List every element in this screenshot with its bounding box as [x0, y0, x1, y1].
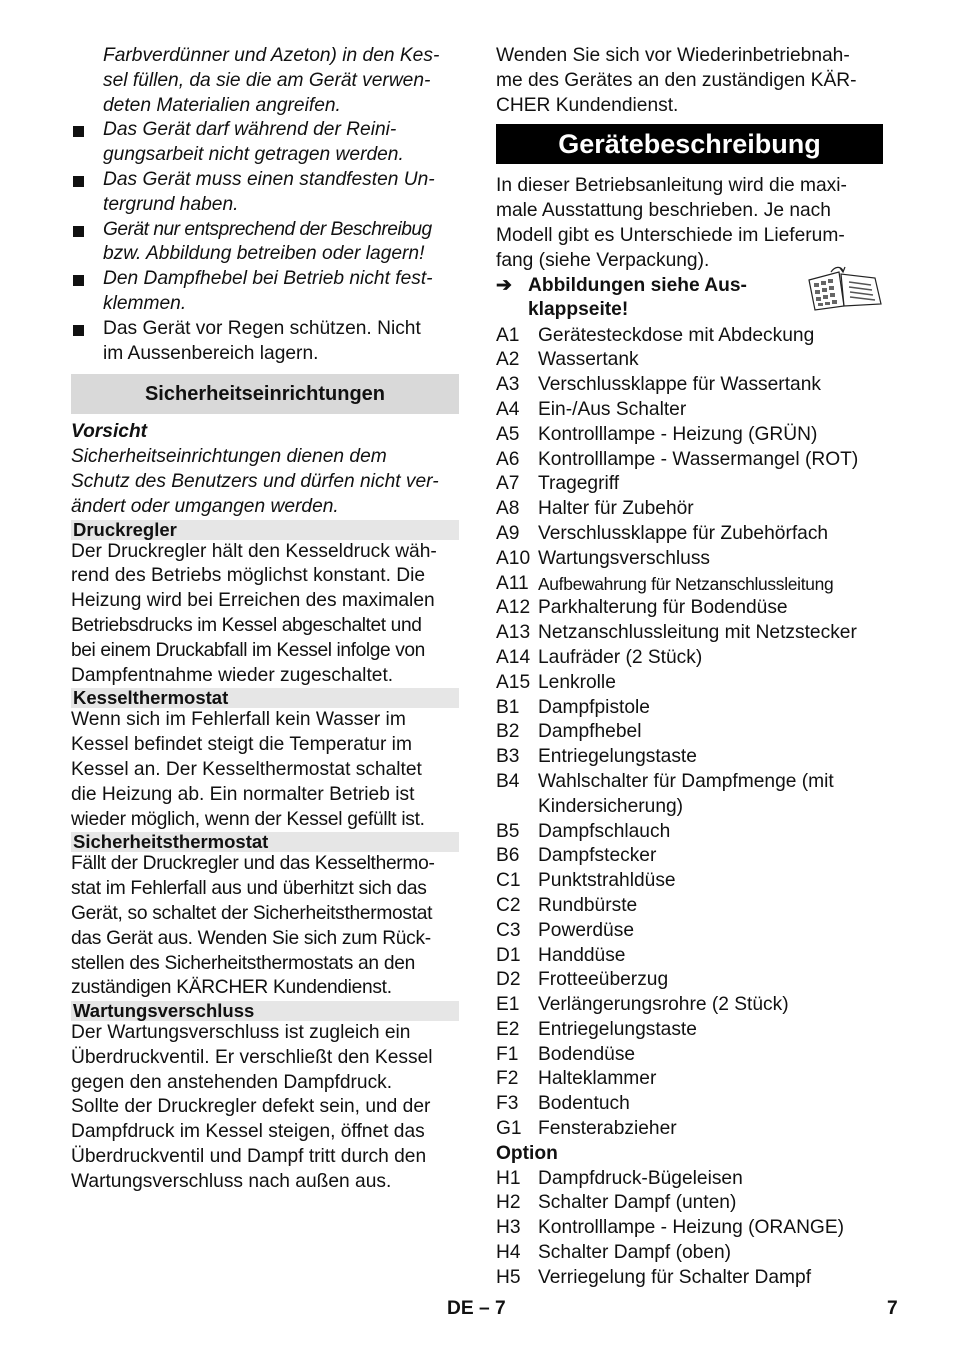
- text-line: bei einem Druckabfall im Kessel infolge von: [71, 639, 425, 661]
- item-code: C1: [496, 870, 521, 892]
- options-list: [496, 1167, 883, 1291]
- text-line: Modell gibt es Unterschiede im Lieferum-: [496, 224, 845, 246]
- subheading-sicherheitsthermostat: Sicherheitsthermostat: [71, 832, 459, 852]
- item-code: A2: [496, 349, 520, 371]
- caution-label: Vorsicht: [71, 421, 148, 443]
- item-code: A14: [496, 646, 531, 668]
- text-line: die Heizung ab. Ein normalter Betrieb ist: [71, 783, 415, 805]
- parts-list: [496, 324, 883, 1142]
- list-item: [496, 646, 883, 671]
- text-line: zuständigen KÄRCHER Kundendienst.: [71, 977, 392, 999]
- item-label: Halteklammer: [538, 1068, 657, 1090]
- text-line: sel füllen, da sie die am Gerät verwen-: [103, 69, 431, 91]
- item-code: B3: [496, 746, 520, 768]
- text-line: Das Gerät vor Regen schützen. Nicht: [103, 317, 421, 339]
- item-code: A3: [496, 374, 520, 396]
- item-label: Wahlschalter für Dampfmenge (mit Kindersicherung): [538, 770, 834, 817]
- item-code: A15: [496, 671, 531, 693]
- item-label: Schalter Dampf (oben): [538, 1242, 732, 1264]
- list-item: [496, 373, 883, 398]
- list-item: [496, 1018, 883, 1043]
- list-item: [496, 1266, 883, 1291]
- caution-text: [71, 445, 459, 519]
- list-item: [496, 522, 883, 547]
- text-line: gungsarbeit nicht getragen werden.: [103, 144, 404, 166]
- item-label: Wassertank: [538, 349, 639, 371]
- paragraph-druckregler: [71, 540, 459, 689]
- item-label: Schalter Dampf (unten): [538, 1192, 737, 1214]
- option-heading: Option: [496, 1142, 558, 1164]
- text-line: Das Gerät darf während der Reini-: [103, 119, 397, 141]
- item-label: Kontrolllampe - Heizung (GRÜN): [538, 423, 818, 445]
- list-item: [496, 1092, 883, 1117]
- item-code: B4: [496, 770, 520, 792]
- description-paragraph: [496, 174, 883, 273]
- list-item: [496, 869, 883, 894]
- item-label: Bodentuch: [538, 1093, 630, 1115]
- list-item: [496, 919, 883, 944]
- list-item: [496, 1117, 883, 1142]
- text-line: Kessel befindet steigt die Temperatur im: [71, 734, 412, 756]
- item-code: G1: [496, 1118, 522, 1140]
- list-item: [496, 671, 883, 696]
- list-item: [496, 696, 883, 721]
- item-code: A11: [496, 572, 529, 594]
- item-label: Halter für Zubehör: [538, 498, 694, 520]
- text-line: CHER Kundendienst.: [496, 94, 679, 116]
- paragraph-wartungsverschluss: [71, 1021, 459, 1195]
- item-label: Kontrolllampe - Heizung (ORANGE): [538, 1217, 845, 1239]
- text-line: Das Gerät muss einen standfesten Un-: [103, 168, 435, 190]
- intro-continuation: [71, 44, 459, 118]
- text-line: Sollte der Druckregler defekt sein, und der: [71, 1096, 431, 1118]
- text-line: Sicherheitseinrichtungen dienen dem: [71, 446, 387, 468]
- item-code: A9: [496, 522, 520, 544]
- text-line: klemmen.: [103, 292, 187, 314]
- text-line: Der Druckregler hält den Kesseldruck wäh-: [71, 540, 437, 562]
- item-label: Punktstrahldüse: [538, 870, 676, 892]
- item-code: H3: [496, 1217, 521, 1239]
- text-line: gegen den anstehenden Dampfdruck.: [71, 1071, 393, 1093]
- bullet-item: [71, 218, 459, 268]
- item-label: Kontrolllampe - Wassermangel (ROT): [538, 448, 859, 470]
- item-label: Dampfhebel: [538, 721, 642, 743]
- item-code: A5: [496, 423, 520, 445]
- list-item: [496, 448, 883, 473]
- item-code: F2: [496, 1068, 519, 1090]
- text-line: male Ausstattung beschrieben. Je nach: [496, 200, 831, 222]
- bullet-item: [71, 317, 459, 367]
- list-item: [496, 547, 883, 572]
- list-item: [496, 348, 883, 373]
- item-label: Tragegriff: [538, 473, 620, 495]
- figures-reference-text: [528, 274, 773, 324]
- paragraph-sicherheitsthermostat: [71, 852, 459, 1001]
- text-line: stellen des Sicherheitsthermostats an den: [71, 952, 415, 974]
- list-item: [496, 1043, 883, 1068]
- bullet-item: [71, 168, 459, 218]
- text-line: Abbildungen siehe Aus-: [528, 274, 747, 296]
- subheading-kesselthermostat: Kesselthermostat: [71, 688, 459, 708]
- item-code: B5: [496, 820, 520, 842]
- item-label: Dampfdruck-Bügeleisen: [538, 1167, 743, 1189]
- list-item: [496, 1067, 883, 1092]
- list-item: [496, 1191, 883, 1216]
- text-line: das Gerät aus. Wenden Sie sich zum Rück-: [71, 927, 431, 949]
- text-line: klappseite!: [528, 299, 629, 321]
- text-line: In dieser Betriebsanleitung wird die maxi-: [496, 175, 847, 197]
- item-label: Verlängerungsrohre (2 Stück): [538, 994, 789, 1016]
- text-line: Wartungsverschluss nach außen aus.: [71, 1170, 392, 1192]
- figures-reference: [496, 274, 883, 324]
- list-item: [496, 596, 883, 621]
- item-code: H5: [496, 1266, 521, 1288]
- item-label: Aufbewahrung für Netzanschlussleitung: [538, 573, 834, 594]
- list-item: [496, 497, 883, 522]
- list-item: [496, 423, 883, 448]
- item-code: B2: [496, 721, 520, 743]
- item-label: Verschlussklappe für Zubehörfach: [538, 522, 829, 544]
- item-label: Entriegelungstaste: [538, 746, 697, 768]
- text-line: tergrund haben.: [103, 193, 239, 215]
- text-line: Überdruckventil. Er verschließt den Kessel: [71, 1046, 433, 1068]
- item-code: H1: [496, 1167, 521, 1189]
- text-line: Kessel an. Der Kesselthermostat schaltet: [71, 758, 422, 780]
- text-line: Betriebsdrucks im Kessel abgeschaltet und: [71, 614, 422, 636]
- item-label: Laufräder (2 Stück): [538, 646, 703, 668]
- list-item: [496, 398, 883, 423]
- item-label: Lenkrolle: [538, 671, 616, 693]
- item-code: E2: [496, 1018, 520, 1040]
- item-label: Bodendüse: [538, 1043, 636, 1065]
- text-line: stat im Fehlerfall aus und überhitzt sich das: [71, 878, 427, 900]
- item-code: H4: [496, 1242, 521, 1264]
- text-line: me des Gerätes an den zuständigen KÄR-: [496, 69, 857, 91]
- item-code: A7: [496, 473, 520, 495]
- item-code: E1: [496, 994, 520, 1016]
- left-column: [71, 44, 459, 1195]
- text-line: Überdruckventil und Dampf tritt durch den: [71, 1146, 427, 1168]
- item-label: Gerätesteckdose mit Abdeckung: [538, 324, 815, 346]
- text-line: fang (siehe Verpackung).: [496, 249, 710, 271]
- list-item: [496, 1241, 883, 1266]
- foldout-book-icon: [805, 266, 883, 312]
- text-line: Gerät, so schaltet der Sicherheitsthermostat: [71, 902, 433, 924]
- item-code: B1: [496, 696, 520, 718]
- subheading-wartungsverschluss: Wartungsverschluss: [71, 1001, 459, 1021]
- intro-paragraph: [496, 44, 883, 118]
- bullet-item: [71, 267, 459, 317]
- item-code: A8: [496, 498, 520, 520]
- item-label: Dampfpistole: [538, 696, 650, 718]
- list-item: [496, 621, 883, 646]
- item-label: Entriegelungstaste: [538, 1018, 697, 1040]
- item-label: Parkhalterung für Bodendüse: [538, 597, 788, 619]
- item-label: Ein-/Aus Schalter: [538, 398, 687, 420]
- paragraph-kesselthermostat: [71, 708, 459, 832]
- page-footer-label: DE – 7: [447, 1298, 506, 1319]
- text-line: Dampfdruck im Kessel steigen, öffnet das: [71, 1121, 425, 1143]
- item-code: A13: [496, 622, 531, 644]
- list-item: [496, 968, 883, 993]
- text-line: Farbverdünner und Azeton) in den Kes-: [103, 45, 440, 66]
- item-code: D1: [496, 944, 521, 966]
- item-label: Dampfstecker: [538, 845, 657, 867]
- text-line: Schutz des Benutzers und dürfen nicht ver-: [71, 470, 439, 492]
- text-line: Fällt der Druckregler und das Kesselthermo-: [71, 853, 435, 875]
- list-item: [496, 324, 883, 349]
- section-heading-safety: Sicherheitseinrichtungen: [71, 374, 459, 414]
- list-item: [496, 720, 883, 745]
- arrow-right-icon: ➔: [496, 274, 513, 296]
- item-code: F3: [496, 1093, 519, 1115]
- item-code: A4: [496, 398, 520, 420]
- bullet-item: [71, 118, 459, 168]
- text-line: Heizung wird bei Erreichen des maximalen: [71, 590, 435, 612]
- item-code: B6: [496, 845, 520, 867]
- text-line: im Aussenbereich lagern.: [103, 342, 319, 364]
- text-line: deten Materialien angreifen.: [103, 94, 341, 116]
- item-code: A1: [496, 324, 520, 346]
- list-item: [496, 820, 883, 845]
- item-label: Frotteeüberzug: [538, 969, 669, 991]
- item-label: Verriegelung für Schalter Dampf: [538, 1266, 812, 1288]
- list-item: [496, 745, 883, 770]
- text-line: Dampfentnahme wieder zugeschaltet.: [71, 664, 394, 686]
- page-number: 7: [887, 1298, 898, 1319]
- text-line: ändert oder umgangen werden.: [71, 495, 339, 517]
- list-item: [496, 472, 883, 497]
- item-code: F1: [496, 1043, 519, 1065]
- right-column: [496, 44, 883, 1291]
- item-code: A6: [496, 448, 520, 470]
- text-line: Wenn sich im Fehlerfall kein Wasser im: [71, 709, 406, 731]
- text-line: Wenden Sie sich vor Wiederinbetriebnah-: [496, 45, 850, 66]
- text-line: Der Wartungsverschluss ist zugleich ein: [71, 1022, 411, 1044]
- list-item: [496, 894, 883, 919]
- main-section-heading: Gerätebeschreibung: [496, 124, 883, 164]
- item-label: Rundbürste: [538, 894, 638, 916]
- item-code: A12: [496, 597, 531, 619]
- text-line: wieder möglich, wenn der Kessel gefüllt ist.: [71, 808, 425, 830]
- text-line: rend des Betriebs möglichst konstant. Die: [71, 565, 426, 587]
- list-item: [496, 1167, 883, 1192]
- list-item: [496, 944, 883, 969]
- list-item: [496, 770, 883, 820]
- text-line: Gerät nur entsprechend der Beschreibug: [103, 218, 432, 240]
- text-line: bzw. Abbildung betreiben oder lagern!: [103, 243, 425, 265]
- item-code: H2: [496, 1192, 521, 1214]
- subheading-druckregler: Druckregler: [71, 520, 459, 540]
- list-item: [496, 844, 883, 869]
- item-code: C3: [496, 919, 521, 941]
- item-code: C2: [496, 894, 521, 916]
- item-code: D2: [496, 969, 521, 991]
- item-label: Handdüse: [538, 944, 626, 966]
- item-label: Netzanschlussleitung mit Netzstecker: [538, 622, 857, 644]
- item-label: Powerdüse: [538, 919, 634, 941]
- item-label: Fensterabzieher: [538, 1118, 677, 1140]
- list-item: [496, 572, 883, 597]
- list-item: [496, 993, 883, 1018]
- item-code: A10: [496, 547, 531, 569]
- item-label: Verschlussklappe für Wassertank: [538, 374, 821, 396]
- item-label: Dampfschlauch: [538, 820, 671, 842]
- text-line: Den Dampfhebel bei Betrieb nicht fest-: [103, 268, 433, 290]
- item-label: Wartungsverschluss: [538, 547, 711, 569]
- list-item: [496, 1216, 883, 1241]
